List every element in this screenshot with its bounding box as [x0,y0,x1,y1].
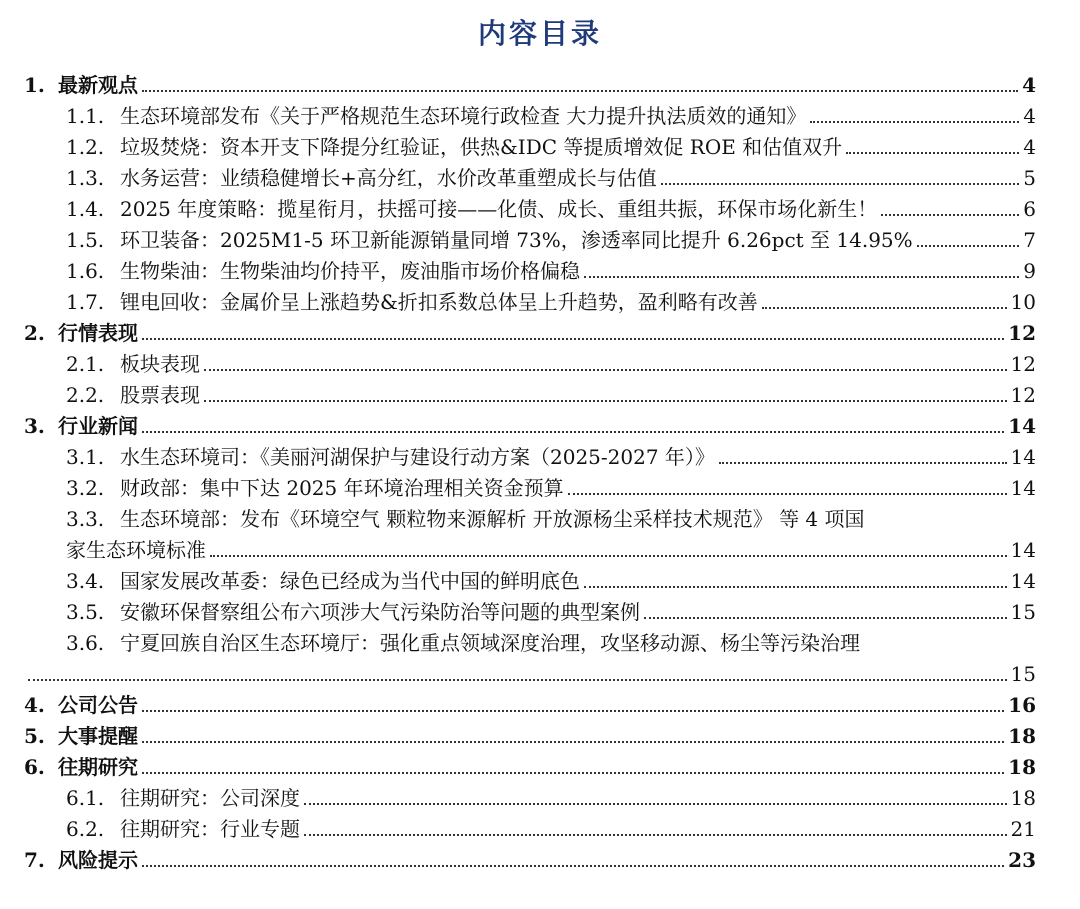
toc-entry-page: 16 [1008,693,1036,717]
toc-subsection-entry[interactable] [24,97,1036,128]
toc-subsection-entry[interactable] [24,469,1036,500]
toc-entry-number: 5. [24,724,45,748]
toc-subsection-entry[interactable] [24,779,1036,810]
toc-entry-first-line [66,624,1036,655]
toc-entry-page: 23 [1008,848,1036,872]
toc-entry-text: 水生态环境司：《美丽河湖保护与建设行动方案（2025-2027 年）》 [120,445,715,469]
toc-entry-text: 安徽环保督察组公布六项涉大气污染防治等问题的典型案例 [120,600,640,624]
toc-entry-number: 1.1. [66,104,105,128]
toc-entry-text: 生态环境部：发布《环境空气 颗粒物来源解析 开放源杨尘采样技术规范》 等 4 项国 [120,507,865,531]
toc-leader-dots [568,493,1007,495]
toc-leader-dots [304,803,1007,805]
toc-entry-page: 21 [1010,817,1036,841]
toc-entry-text-continued: 家生态环境标准 [66,538,206,562]
toc-entry-text: 风险提示 [58,848,138,872]
toc-leader-dots [142,90,1018,92]
toc-entry-number: 3.2. [66,476,105,500]
toc-entry-text: 最新观点 [58,73,138,97]
toc-entry-number: 3.6. [66,631,105,655]
toc-entry-text: 生物柴油：生物柴油均价持平，废油脂市场价格偏稳 [120,259,580,283]
toc-subsection-entry[interactable] [24,252,1036,283]
toc-section-entry[interactable] [24,841,1036,872]
toc-leader-dots [142,741,1004,743]
toc-entry-number: 3.1. [66,445,105,469]
toc-subsection-entry[interactable] [24,190,1036,221]
toc-entry-number: 3.5. [66,600,105,624]
toc-entry-wrapped[interactable] [24,500,1036,562]
toc-entry-page: 14 [1010,445,1036,469]
toc-entry-text: 行情表现 [58,321,138,345]
toc-subsection-entry[interactable] [24,562,1036,593]
toc-entry-page: 18 [1010,786,1036,810]
toc-leader-dots [810,121,1019,123]
toc-title: 内容目录 [477,17,602,50]
toc-entry-wrapped[interactable] [24,624,1036,686]
toc-leader-dots [28,679,1007,681]
toc-subsection-entry[interactable] [24,283,1036,314]
toc-leader-dots [142,865,1004,867]
toc-entry-page: 4 [1023,135,1036,159]
toc-entry-text: 2025 年度策略：揽星衔月，扶摇可接——化债、成长、重组共振，环保市场化新生！ [120,197,878,221]
toc-section-entry[interactable] [24,717,1036,748]
toc-entry-text: 生态环境部发布《关于严格规范生态环境行政检查 大力提升执法质效的通知》 [120,104,807,128]
toc-entry-number: 3. [24,414,45,438]
toc-entry-number: 6. [24,755,45,779]
toc-leader-dots [881,214,1019,216]
toc-leader-dots [204,369,1007,371]
toc-section-entry[interactable] [24,314,1036,345]
toc-entry-page: 18 [1008,724,1036,748]
toc-subsection-entry[interactable] [24,438,1036,469]
toc-entry-text: 环卫装备：2025M1-5 环卫新能源销量同增 73%，渗透率同比提升 6.26pct 至 14.95% [120,228,913,252]
toc-entry-text: 往期研究：行业专题 [120,817,300,841]
toc-entry-number: 1.4. [66,197,105,221]
toc-subsection-entry[interactable] [24,810,1036,841]
toc-entry-page: 9 [1023,259,1036,283]
toc-entry-number: 4. [24,693,45,717]
toc-entry-number: 2.2. [66,383,105,407]
toc-entry-text: 垃圾焚烧：资本开支下降提分红验证，供热&IDC 等提质增效促 ROE 和估值双升 [120,135,843,159]
toc-leader-dots [142,710,1004,712]
toc-entry-page: 14 [1008,414,1036,438]
toc-leader-dots [917,245,1020,247]
toc-section-entry[interactable] [24,66,1036,97]
toc-list [24,66,1036,872]
toc-entry-second-line [24,655,1036,686]
toc-entry-text: 公司公告 [58,693,138,717]
toc-entry-page: 7 [1023,228,1036,252]
toc-entry-text: 往期研究 [58,755,138,779]
toc-entry-text: 国家发展改革委：绿色已经成为当代中国的鲜明底色 [120,569,580,593]
toc-subsection-entry[interactable] [24,345,1036,376]
toc-entry-text: 行业新闻 [58,414,138,438]
toc-entry-text: 水务运营：业绩稳健增长+高分红，水价改革重塑成长与估值 [120,166,657,190]
toc-entry-text: 大事提醒 [58,724,138,748]
toc-entry-page: 18 [1008,755,1036,779]
toc-leader-dots [142,338,1004,340]
toc-entry-number: 2.1. [66,352,105,376]
toc-entry-page: 14 [1010,538,1036,562]
toc-entry-page: 5 [1023,166,1036,190]
toc-entry-page: 14 [1010,476,1036,500]
toc-entry-page: 4 [1023,104,1036,128]
toc-section-entry[interactable] [24,748,1036,779]
toc-leader-dots [210,555,1007,557]
toc-entry-number: 1.7. [66,290,105,314]
toc-entry-number: 1.6. [66,259,105,283]
toc-section-entry[interactable] [24,407,1036,438]
toc-entry-number: 7. [24,848,45,872]
toc-entry-first-line [66,500,1036,531]
toc-leader-dots [644,617,1007,619]
toc-leader-dots [719,462,1007,464]
toc-entry-page: 10 [1010,290,1036,314]
toc-leader-dots [304,834,1007,836]
toc-entry-page: 12 [1010,352,1036,376]
toc-entry-page: 15 [1010,600,1036,624]
toc-subsection-entry[interactable] [24,593,1036,624]
toc-entry-number: 3.4. [66,569,105,593]
toc-leader-dots [204,400,1007,402]
toc-entry-text: 财政部：集中下达 2025 年环境治理相关资金预算 [120,476,564,500]
toc-entry-number: 1.5. [66,228,105,252]
toc-entry-text: 股票表现 [120,383,200,407]
toc-subsection-entry[interactable] [24,221,1036,252]
toc-entry-text: 锂电回收：金属价呈上涨趋势&折扣系数总体呈上升趋势，盈利略有改善 [120,290,758,314]
toc-entry-page: 14 [1010,569,1036,593]
toc-entry-number: 1.3. [66,166,105,190]
toc-leader-dots [142,431,1004,433]
toc-entry-text: 往期研究：公司深度 [120,786,300,810]
toc-entry-page: 15 [1010,662,1036,686]
toc-subsection-entry[interactable] [24,128,1036,159]
toc-leader-dots [584,276,1019,278]
toc-entry-number: 6.2. [66,817,105,841]
toc-entry-number: 2. [24,321,45,345]
toc-entry-page: 6 [1023,197,1036,221]
toc-leader-dots [846,152,1019,154]
toc-entry-number: 1. [24,73,45,97]
toc-leader-dots [762,307,1007,309]
toc-entry-number: 6.1. [66,786,105,810]
toc-entry-page: 12 [1010,383,1036,407]
toc-section-entry[interactable] [24,686,1036,717]
toc-leader-dots [142,772,1004,774]
toc-entry-page: 4 [1022,73,1036,97]
toc-entry-page: 12 [1008,321,1036,345]
toc-entry-text: 板块表现 [120,352,200,376]
toc-entry-number: 3.3. [66,507,105,531]
toc-subsection-entry[interactable] [24,376,1036,407]
toc-entry-text: 宁夏回族自治区生态环境厅：强化重点领域深度治理，攻坚移动源、杨尘等污染治理 [120,631,860,655]
toc-leader-dots [584,586,1007,588]
toc-entry-number: 1.2. [66,135,105,159]
toc-entry-second-line [66,531,1036,562]
toc-leader-dots [661,183,1020,185]
toc-subsection-entry[interactable] [24,159,1036,190]
